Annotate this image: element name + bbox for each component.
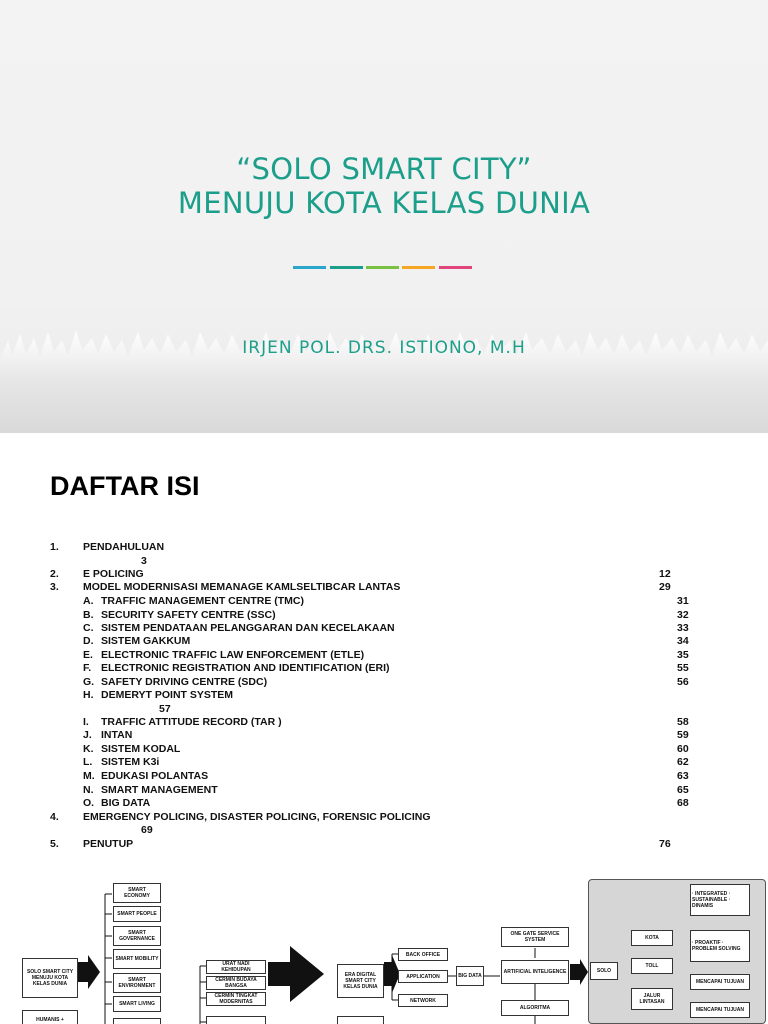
toc-subentry bbox=[0, 743, 768, 756]
slide-title bbox=[0, 152, 768, 220]
accent-bar-blue bbox=[293, 266, 326, 269]
toc-title: SISTEM KODAL bbox=[101, 743, 181, 755]
toc-letter: F. bbox=[83, 662, 92, 674]
title-slide bbox=[0, 0, 768, 433]
toc-page: 56 bbox=[677, 676, 689, 688]
box-toll: TOLL bbox=[631, 958, 673, 974]
box-cermin-budaya: CERMIN BUDAYA BANGSA bbox=[206, 976, 266, 990]
toc-title: SECURITY SAFETY CENTRE (SSC) bbox=[101, 609, 276, 621]
toc-page-row bbox=[0, 824, 768, 837]
box-blank-3 bbox=[337, 1016, 384, 1024]
box-artificial-intelligence: ARTIFICIAL INTELIGENCE bbox=[501, 960, 569, 984]
toc-subentry bbox=[0, 716, 768, 729]
toc-letter: G. bbox=[83, 676, 95, 688]
toc-page: 57 bbox=[159, 703, 171, 715]
box-smart-people: SMART PEOPLE bbox=[113, 906, 161, 922]
toc-number: 5. bbox=[50, 838, 59, 850]
toc-title: EMERGENCY POLICING, DISASTER POLICING, FORENSIC POLICING bbox=[83, 811, 431, 823]
toc-letter: D. bbox=[83, 635, 94, 647]
box-cermin-tingkat: CERMIN TINGKAT MODERNITAS bbox=[206, 992, 266, 1006]
box-application: APPLICATION bbox=[398, 970, 448, 983]
toc-title: PENUTUP bbox=[83, 838, 134, 850]
toc-page: 63 bbox=[677, 770, 689, 782]
toc-subentry bbox=[0, 649, 768, 662]
toc-page: 76 bbox=[659, 838, 671, 850]
toc-page: 62 bbox=[677, 756, 689, 768]
box-smart-mobility: SMART MOBILITY bbox=[113, 949, 161, 969]
grass-background bbox=[0, 310, 768, 433]
toc-title: EDUKASI POLANTAS bbox=[101, 770, 209, 782]
toc-page: 60 bbox=[677, 743, 689, 755]
box-big-data: BIG DATA bbox=[456, 966, 484, 986]
box-smart-living: SMART LIVING bbox=[113, 996, 161, 1012]
toc-title: PENDAHULUAN bbox=[83, 541, 165, 553]
toc-entry bbox=[0, 581, 768, 594]
toc-number: 3. bbox=[50, 581, 59, 593]
toc-title: ELECTRONIC TRAFFIC LAW ENFORCEMENT (ETLE) bbox=[101, 649, 365, 661]
box-jalur-lintasan: JALUR LINTASAN bbox=[631, 988, 673, 1010]
toc-title: MODEL MODERNISASI MEMANAGE KAMLSELTIBCAR LANTAS bbox=[83, 581, 401, 593]
accent-bar-teal bbox=[330, 266, 363, 269]
toc-letter: L. bbox=[83, 756, 93, 768]
box-smart-governance: SMART GOVERNANCE bbox=[113, 926, 161, 946]
toc-page: 29 bbox=[659, 581, 671, 593]
toc-page: 33 bbox=[677, 622, 689, 634]
toc-title: SMART MANAGEMENT bbox=[101, 784, 218, 796]
box-solo-smart-city: SOLO SMART CITY MENUJU KOTA KELAS DUNIA bbox=[22, 958, 78, 998]
toc-title: SISTEM PENDATAAN PELANGGARAN DAN KECELAKAAN bbox=[101, 622, 395, 634]
toc-page: 3 bbox=[141, 555, 147, 567]
box-solo: SOLO bbox=[590, 962, 618, 980]
toc-entry bbox=[0, 811, 768, 824]
box-urat-nadi: URAT NADI KEHIDUPAN bbox=[206, 960, 266, 974]
box-proaktif: · PROAKTIF · PROBLEM SOLVING bbox=[690, 930, 750, 962]
toc-subentry bbox=[0, 635, 768, 648]
toc-page: 32 bbox=[677, 609, 689, 621]
toc-letter: A. bbox=[83, 595, 94, 607]
toc-subentry bbox=[0, 609, 768, 622]
toc-letter: C. bbox=[83, 622, 94, 634]
toc-subentry bbox=[0, 662, 768, 675]
toc-title: E POLICING bbox=[83, 568, 144, 580]
toc-title: SISTEM K3i bbox=[101, 756, 160, 768]
toc-title: SAFETY DRIVING CENTRE (SDC) bbox=[101, 676, 268, 688]
toc-title: SISTEM GAKKUM bbox=[101, 635, 191, 647]
toc-letter: B. bbox=[83, 609, 94, 621]
box-kota: KOTA bbox=[631, 930, 673, 946]
toc-title: DEMERYT POINT SYSTEM bbox=[101, 689, 234, 701]
toc-title: TRAFFIC MANAGEMENT CENTRE (TMC) bbox=[101, 595, 304, 607]
toc-letter: E. bbox=[83, 649, 93, 661]
accent-bar-pink bbox=[439, 266, 472, 269]
toc-entry bbox=[0, 838, 768, 851]
toc-page-row bbox=[0, 555, 768, 568]
toc-subentry bbox=[0, 770, 768, 783]
box-humanis: HUMANIS + bbox=[22, 1010, 78, 1024]
toc-letter: N. bbox=[83, 784, 94, 796]
accent-bar-green bbox=[366, 266, 399, 269]
box-smart-environment: SMART ENVIRONMENT bbox=[113, 973, 161, 993]
toc-number: 4. bbox=[50, 811, 59, 823]
box-network: NETWORK bbox=[398, 994, 448, 1007]
toc-letter: I. bbox=[83, 716, 89, 728]
toc-letter: M. bbox=[83, 770, 95, 782]
box-era-digital: ERA DIGITAL SMART CITY KELAS DUNIA bbox=[337, 964, 384, 998]
toc-page-row bbox=[0, 703, 768, 716]
box-smart-economy: SMART ECONOMY bbox=[113, 883, 161, 903]
toc-page: 58 bbox=[677, 716, 689, 728]
toc-number: 1. bbox=[50, 541, 59, 553]
toc-page: 34 bbox=[677, 635, 689, 647]
toc-subentry bbox=[0, 784, 768, 797]
accent-bar-orange bbox=[402, 266, 435, 269]
toc-letter: J. bbox=[83, 729, 92, 741]
toc-subentry bbox=[0, 756, 768, 769]
toc-subentry bbox=[0, 622, 768, 635]
toc-page: 35 bbox=[677, 649, 689, 661]
toc-page: 59 bbox=[677, 729, 689, 741]
toc-subentry bbox=[0, 595, 768, 608]
toc-subentry bbox=[0, 797, 768, 810]
toc-page: 31 bbox=[677, 595, 689, 607]
toc-subentry bbox=[0, 689, 768, 702]
box-integrated: · INTEGRATED · SUSTAINABLE · DINAMIS bbox=[690, 884, 750, 916]
toc-letter: H. bbox=[83, 689, 94, 701]
toc-title: BIG DATA bbox=[101, 797, 151, 809]
toc-letter: O. bbox=[83, 797, 95, 809]
toc-number: 2. bbox=[50, 568, 59, 580]
box-back-office: BACK OFFICE bbox=[398, 948, 448, 961]
author-subtitle: IRJEN POL. DRS. ISTIONO, M.H bbox=[242, 338, 526, 358]
box-algoritma: ALGORITMA bbox=[501, 1000, 569, 1016]
title-line-2: MENUJU KOTA KELAS DUNIA bbox=[177, 186, 591, 220]
toc-title: INTAN bbox=[101, 729, 133, 741]
box-blank-2 bbox=[206, 1016, 266, 1024]
concept-diagram bbox=[0, 866, 768, 1024]
toc-entry bbox=[0, 541, 768, 554]
toc-subentry bbox=[0, 729, 768, 742]
box-mencapai-tujuan-2: MENCAPAI TUJUAN bbox=[690, 1002, 750, 1018]
box-one-gate: ONE GATE SERVICE SYSTEM bbox=[501, 927, 569, 947]
toc-page: 12 bbox=[659, 568, 671, 580]
toc-entry bbox=[0, 568, 768, 581]
toc-title: ELECTRONIC REGISTRATION AND IDENTIFICATION (ERI) bbox=[101, 662, 390, 674]
toc-title: TRAFFIC ATTITUDE RECORD (TAR ) bbox=[101, 716, 282, 728]
toc-page: 65 bbox=[677, 784, 689, 796]
toc-page: 68 bbox=[677, 797, 689, 809]
toc-page: 69 bbox=[141, 824, 153, 836]
toc-page: 55 bbox=[677, 662, 689, 674]
box-blank bbox=[113, 1018, 161, 1024]
toc-heading: DAFTAR ISI bbox=[50, 471, 200, 501]
toc-subentry bbox=[0, 676, 768, 689]
box-mencapai-tujuan-1: MENCAPAI TUJUAN bbox=[690, 974, 750, 990]
title-line-1: “SOLO SMART CITY” bbox=[236, 152, 532, 186]
toc-letter: K. bbox=[83, 743, 94, 755]
